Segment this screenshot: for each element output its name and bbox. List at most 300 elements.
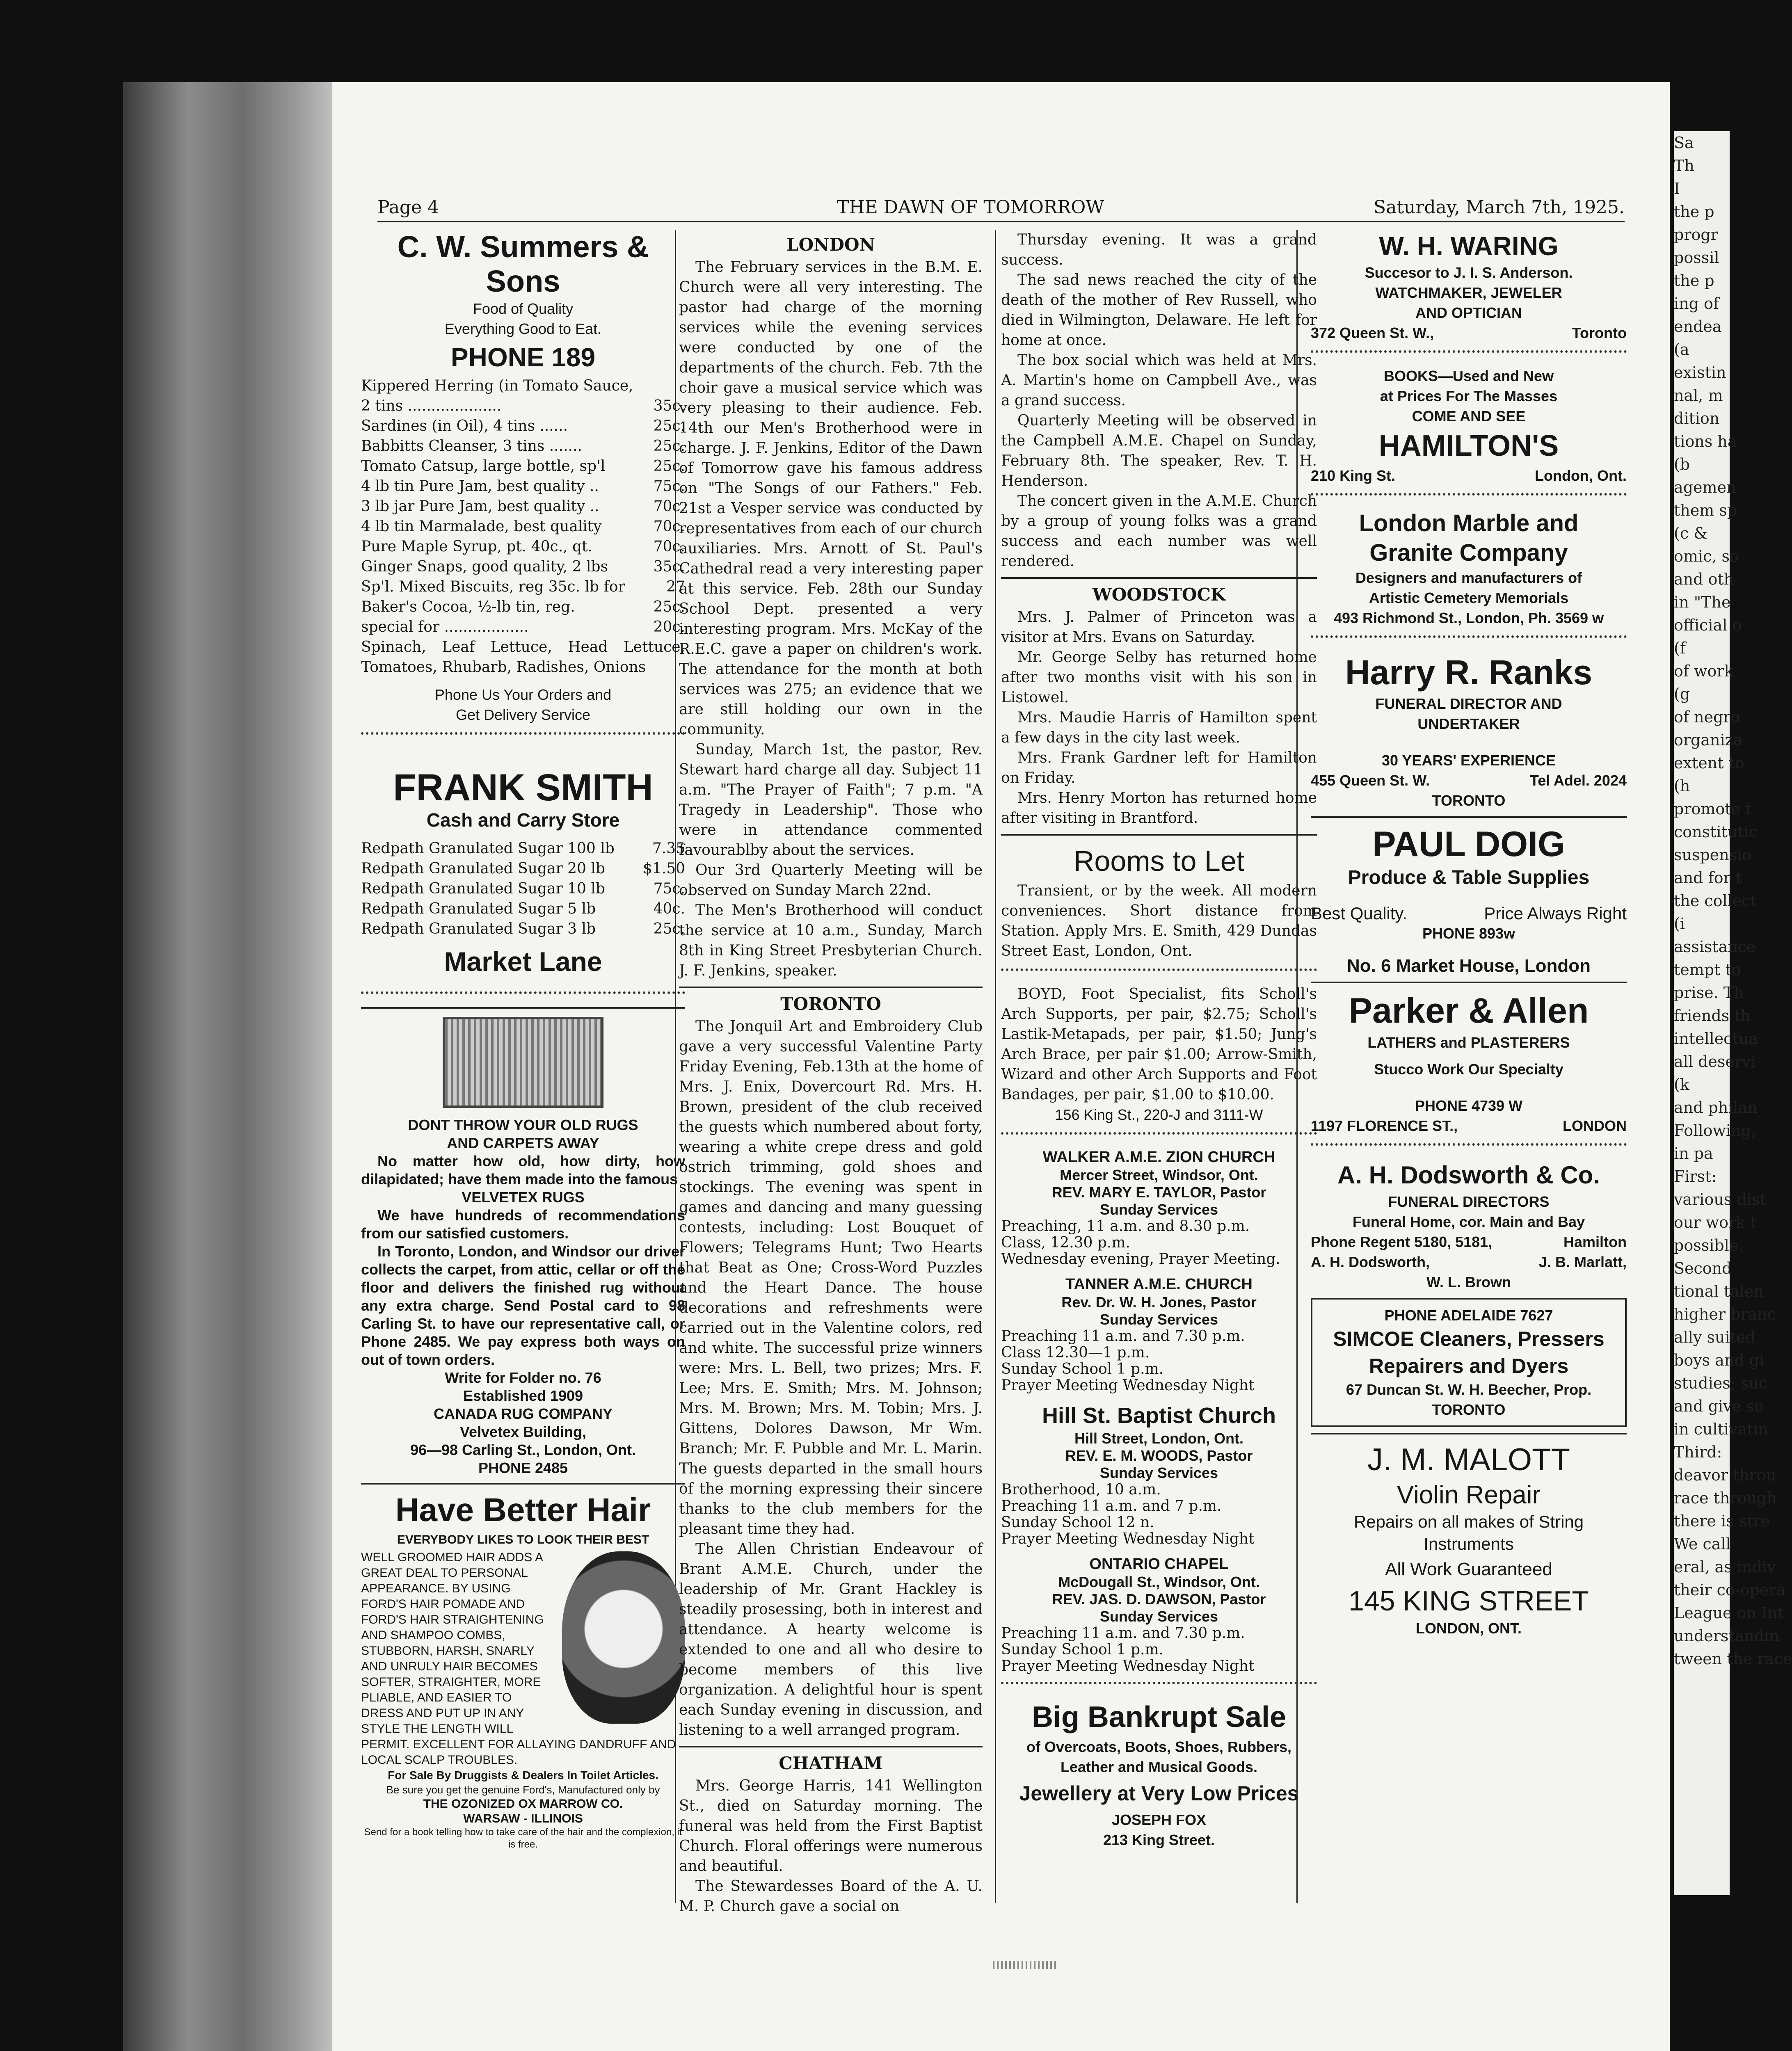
church-detail: REV. JAS. D. DAWSON, Pastor bbox=[1052, 1591, 1266, 1608]
ranks-role-2: UNDERTAKER bbox=[1417, 715, 1520, 732]
ranks-phone: Tel Adel. 2024 bbox=[1529, 772, 1627, 789]
divider bbox=[1311, 1143, 1627, 1151]
news-paragraph: Quarterly Meeting will be observed in the Campbell A.M.E. Chapel on Sunday, February 8th. The speaker, Rev. T. H. Henderson. bbox=[1001, 412, 1317, 489]
item-price: 70c. bbox=[653, 538, 685, 555]
church-detail: REV. E. M. WOODS, Pastor bbox=[1065, 1447, 1253, 1464]
text-fragment: ing of bbox=[1674, 295, 1719, 313]
item-name: Babbitts Cleanser, 3 tins ....... bbox=[361, 438, 582, 455]
text-fragment: understandin bbox=[1674, 1627, 1779, 1645]
boyd-ad: BOYD, Foot Specialist, fits Scholl's Arch Supports, per pair, $2.75; Scholl's Lastik-Metapads, per pair, $1.50; Jung's Arch Brace, per pair $1.00; Arrow-Smith, Wizard and other Arch Supports and Foot Bandages, per pair, $1.00 to $10.00. bbox=[1001, 986, 1317, 1103]
dodsworth-phone: Phone Regent 5180, 5181, bbox=[1311, 1233, 1493, 1250]
summers-tagline: Food of Quality bbox=[473, 300, 574, 317]
price-row bbox=[361, 496, 685, 516]
item-name: Redpath Granulated Sugar 5 lb bbox=[361, 900, 596, 917]
price-row bbox=[361, 617, 685, 637]
doig-price: Price Always Right bbox=[1484, 904, 1627, 923]
smith-subtitle: Cash and Carry Store bbox=[426, 809, 620, 831]
waring-line-2: WATCHMAKER, JEWELER bbox=[1375, 284, 1562, 301]
church-schedule: Prayer Meeting Wednesday Night bbox=[1001, 1530, 1255, 1547]
ranks-address: 455 Queen St. W. bbox=[1311, 772, 1430, 789]
divider bbox=[1311, 1433, 1627, 1434]
malott-subtitle: Violin Repair bbox=[1397, 1481, 1541, 1509]
price-row bbox=[361, 879, 685, 899]
malott-name: J. M. MALOTT bbox=[1367, 1442, 1570, 1477]
item-name: Redpath Granulated Sugar 3 lb bbox=[361, 920, 596, 937]
item-name: 3 lb jar Pure Jam, best quality .. bbox=[361, 498, 599, 515]
item-name: Tomato Catsup, large bottle, sp'l bbox=[361, 458, 606, 475]
ranks-city: TORONTO bbox=[1432, 792, 1506, 809]
hair-body: WELL GROOMED HAIR ADDS A GREAT DEAL TO PERSONAL APPEARANCE. BY USING FORD'S HAIR POMADE AND FORD'S HAIR STRAIGHTENING AND SHAMPOO COMBS, STUBBORN, HARSH, SNARLY AND UNRULY HAIR BECOMES SOFTER, STRAIGHTER, MORE PLIABLE, AND EASIER TO DRESS AND PUT UP IN ANY STYLE THE LENGTH WILL PERMIT. EXCELLENT FOR ALLAYING DANDRUFF AND LOCAL SCALP TROUBLES. bbox=[361, 1551, 676, 1767]
text-fragment: (k bbox=[1674, 1076, 1689, 1094]
text-fragment: the p bbox=[1674, 272, 1714, 290]
price-row bbox=[361, 516, 685, 537]
price-row bbox=[361, 436, 685, 456]
text-fragment: extent to bbox=[1674, 754, 1744, 772]
text-fragment: in cultivatin bbox=[1674, 1420, 1769, 1438]
price-row bbox=[361, 396, 685, 416]
text-fragment: dition bbox=[1674, 409, 1720, 427]
news-paragraph: Sunday, March 1st, the pastor, Rev. Stewart hard charge all day. Subject 11 a.m. "The Prayer of Faith"; 7 p.m. "A Tragedy in Leadership". Those who were in attendance commented favourablby about the services. bbox=[679, 741, 983, 859]
bankrupt-jewellery: Jewellery at Very Low Prices bbox=[1019, 1782, 1299, 1805]
book-binding bbox=[123, 82, 341, 2051]
rug-ad bbox=[361, 1017, 685, 1477]
church-directory bbox=[1001, 1148, 1317, 1674]
parker-phone: PHONE 4739 W bbox=[1415, 1097, 1523, 1114]
summers-name: C. W. Summers & Sons bbox=[397, 230, 649, 298]
woodstock-heading: WOODSTOCK bbox=[1092, 585, 1226, 605]
ranks-experience: 30 YEARS' EXPERIENCE bbox=[1381, 752, 1556, 769]
church-listing bbox=[1001, 1275, 1317, 1394]
parker-ad bbox=[1311, 989, 1627, 1136]
smith-price-list bbox=[361, 838, 685, 939]
text-fragment: promote t bbox=[1674, 800, 1752, 818]
chatham-heading: CHATHAM bbox=[779, 1753, 883, 1773]
column-4 bbox=[1311, 230, 1627, 1920]
doig-name: PAUL DOIG bbox=[1372, 825, 1565, 864]
summers-vegetables: Spinach, Leaf Lettuce, Head Lettuce, Tomatoes, Rhubarb, Radishes, Onions bbox=[361, 639, 685, 676]
waring-address: 372 Queen St. W., bbox=[1311, 324, 1434, 341]
item-name: Redpath Granulated Sugar 10 lb bbox=[361, 880, 605, 897]
rug-service: In Toronto, London, and Windsor our driver collects the carpet, from attic, cellar or off the floor and delivers the finished rug without any extra charge. Send Postal card to 98 Carling St. to have our representative call, or Phone 2485. We pay express both ways on out of town orders. bbox=[361, 1243, 685, 1368]
text-fragment: Following, bbox=[1674, 1121, 1756, 1140]
newspaper-title: THE DAWN OF TOMORROW bbox=[837, 197, 1104, 218]
doig-ad bbox=[1311, 824, 1627, 976]
church-schedule: Wednesday evening, Prayer Meeting. bbox=[1001, 1251, 1280, 1268]
doig-address: No. 6 Market House, London bbox=[1346, 956, 1591, 976]
rug-illustration bbox=[443, 1017, 603, 1108]
item-price: 25c. bbox=[653, 438, 685, 455]
hair-title: Have Better Hair bbox=[395, 1491, 651, 1528]
text-fragment: tions ha bbox=[1674, 432, 1737, 450]
text-fragment: in "The bbox=[1674, 593, 1731, 611]
rooms-title: Rooms to Let bbox=[1073, 845, 1245, 877]
news-paragraph: Mrs. J. Palmer of Princeton was a visitor at Mrs. Evans on Saturday. bbox=[1001, 609, 1317, 646]
text-fragment: and give su bbox=[1674, 1397, 1765, 1415]
divider bbox=[1001, 1682, 1317, 1690]
divider bbox=[1001, 968, 1317, 977]
rug-folder: Write for Folder no. 76 bbox=[445, 1369, 601, 1386]
text-fragment: eral, as indiv bbox=[1674, 1558, 1776, 1576]
church-schedule: Preaching 11 a.m. and 7 p.m. bbox=[1001, 1498, 1222, 1514]
hamilton-books: BOOKS—Used and New bbox=[1383, 368, 1554, 384]
text-fragment: prise. Th bbox=[1674, 984, 1744, 1002]
divider bbox=[1311, 635, 1627, 644]
woodstock-news bbox=[1001, 607, 1317, 828]
divider bbox=[1311, 816, 1627, 818]
church-detail: McDougall St., Windsor, Ont. bbox=[1058, 1574, 1260, 1590]
news-paragraph: Thursday evening. It was a grand success. bbox=[1001, 231, 1317, 268]
hair-genuine: Be sure you get the genuine Ford's, Manufactured only by bbox=[386, 1784, 660, 1796]
smith-name: FRANK SMITH bbox=[393, 767, 653, 809]
news-paragraph: Our 3rd Quarterly Meeting will be observed on Sunday March 22nd. bbox=[679, 862, 983, 899]
parker-name: Parker & Allen bbox=[1349, 991, 1589, 1030]
price-row bbox=[361, 859, 685, 879]
hamilton-city: London, Ont. bbox=[1535, 467, 1627, 484]
item-price: 70c. bbox=[653, 498, 685, 515]
summers-ad bbox=[361, 230, 685, 725]
bankrupt-title: Big Bankrupt Sale bbox=[1031, 1701, 1287, 1734]
text-fragment: progr bbox=[1674, 226, 1718, 244]
rug-headline-2: AND CARPETS AWAY bbox=[447, 1135, 599, 1151]
text-fragment: various dist bbox=[1674, 1190, 1766, 1208]
summers-phone: PHONE 189 bbox=[450, 343, 596, 372]
church-detail: Sunday Services bbox=[1099, 1311, 1218, 1328]
news-paragraph: Mr. George Selby has returned home after two months visit with his son in Listowel. bbox=[1001, 649, 1317, 706]
news-paragraph: The concert given in the A.M.E. Church by a group of young folks was a grand success and each number was well rendered. bbox=[1001, 493, 1317, 570]
waring-city: Toronto bbox=[1572, 324, 1627, 341]
text-fragment: nal, m bbox=[1674, 386, 1723, 404]
simcoe-city: TORONTO bbox=[1432, 1401, 1506, 1418]
item-name: Ginger Snaps, good quality, 2 lbs bbox=[361, 558, 608, 575]
column-3 bbox=[1001, 230, 1317, 1920]
hair-subtitle: EVERYBODY LIKES TO LOOK THEIR BEST bbox=[397, 1533, 649, 1546]
woman-portrait-illustration bbox=[562, 1551, 685, 1724]
scan-mark bbox=[993, 1961, 1058, 1969]
summers-footer-2: Get Delivery Service bbox=[455, 706, 591, 723]
church-schedule: Brotherhood, 10 a.m. bbox=[1001, 1481, 1161, 1498]
marble-name: London Marble and bbox=[1359, 510, 1579, 537]
text-fragment: friends th bbox=[1674, 1007, 1751, 1025]
summers-tagline-2: Everything Good to Eat. bbox=[444, 320, 602, 337]
text-fragment: them sp bbox=[1674, 501, 1737, 519]
text-fragment: and for t bbox=[1674, 869, 1742, 887]
text-fragment: (h bbox=[1674, 777, 1690, 795]
ranks-name: Harry R. Ranks bbox=[1345, 653, 1593, 692]
summers-price-list bbox=[361, 376, 685, 637]
rug-recommendations: We have hundreds of recommendations from our satisfied customers. bbox=[361, 1207, 685, 1242]
news-paragraph: The box social which was held at Mrs. A. Martin's home on Campbell Ave., was a grand success. bbox=[1001, 352, 1317, 409]
dodsworth-role: FUNERAL DIRECTORS bbox=[1388, 1193, 1550, 1210]
rug-company: CANADA RUG COMPANY bbox=[434, 1405, 613, 1422]
item-price: 25c. bbox=[653, 458, 685, 475]
boyd-address: 156 King St., 220-J and 3111-W bbox=[1055, 1106, 1263, 1123]
news-paragraph: Mrs. Maudie Harris of Hamilton spent a few days in the city last week. bbox=[1001, 709, 1317, 746]
divider bbox=[1311, 493, 1627, 501]
adjacent-page-fragment bbox=[1674, 131, 1792, 1895]
text-fragment: organiza bbox=[1674, 731, 1743, 749]
divider bbox=[1311, 350, 1627, 359]
item-name: 4 lb tin Marmalade, best quality bbox=[361, 518, 602, 535]
malott-guarantee: All Work Guaranteed bbox=[1385, 1559, 1552, 1579]
text-fragment: (g bbox=[1674, 685, 1690, 703]
divider bbox=[361, 1483, 685, 1485]
doig-phone: PHONE 893w bbox=[1422, 925, 1515, 942]
text-fragment: possil bbox=[1674, 249, 1719, 267]
text-fragment: of negro bbox=[1674, 708, 1740, 726]
hair-ad bbox=[361, 1490, 685, 1851]
news-paragraph: Mrs. Frank Gardner left for Hamilton on Friday. bbox=[1001, 749, 1317, 786]
divider bbox=[361, 1007, 685, 1009]
text-fragment: We call bbox=[1674, 1535, 1731, 1553]
hamilton-ad bbox=[1311, 366, 1627, 486]
masthead-rule bbox=[377, 221, 1625, 222]
marble-address: 493 Richmond St., London, Ph. 3569 w bbox=[1333, 610, 1604, 626]
malott-repairs: Repairs on all makes of String bbox=[1353, 1512, 1584, 1531]
church-name: ONTARIO CHAPEL bbox=[1089, 1555, 1229, 1573]
parker-city: LONDON bbox=[1563, 1117, 1627, 1134]
text-fragment: Third: bbox=[1674, 1443, 1722, 1461]
news-paragraph: Mrs. Henry Morton has returned home after visiting in Brantford. bbox=[1001, 790, 1317, 827]
text-fragment: studies; suc bbox=[1674, 1374, 1767, 1392]
divider bbox=[1001, 1132, 1317, 1140]
church-detail: REV. MARY E. TAYLOR, Pastor bbox=[1051, 1184, 1266, 1201]
text-fragment: and philan bbox=[1674, 1099, 1758, 1117]
hair-sale: For Sale By Druggists & Dealers In Toilet Articles. bbox=[388, 1769, 658, 1781]
church-listing bbox=[1001, 1401, 1317, 1547]
dodsworth-partner-3: W. L. Brown bbox=[1426, 1274, 1511, 1290]
rug-address: 96—98 Carling St., London, Ont. bbox=[410, 1441, 636, 1458]
divider bbox=[361, 991, 685, 1000]
item-price: 35c. bbox=[653, 397, 685, 414]
price-row bbox=[361, 899, 685, 919]
church-name: Hill St. Baptist Church bbox=[1042, 1403, 1276, 1428]
church-schedule: Sunday School 1 p.m. bbox=[1001, 1361, 1164, 1377]
text-fragment: Sa bbox=[1674, 134, 1694, 152]
marble-name-2: Granite Company bbox=[1369, 539, 1568, 566]
church-schedule: Class 12.30—1 p.m. bbox=[1001, 1344, 1150, 1361]
doig-subtitle: Produce & Table Supplies bbox=[1348, 867, 1590, 888]
item-name: Baker's Cocoa, ½-lb tin, reg. bbox=[361, 598, 575, 615]
news-paragraph: The February services in the B.M. E. Church were all very interesting. The pastor had charge of the morning services while the evening services were conducted by one of the departments of the church. Feb. 7th the choir gave a musical service which was very pleasing to their audience. Feb. 14th our Men's Brotherhood were in charge. J. F. Jenkins, Editor of the Dawn of Tomorrow gave his famous address on "The Songs of our Fathers." Feb. 21st a Vesper service was conducted by representatives from each of our church auxiliaries. Mrs. Arnott of St. Paul's Cathedral read a very interesting paper at this service. Feb. 28th our Sunday School Dept. presented a very interesting program. Mrs. McKay of the R.E.C. gave a paper on children's work. The attendance for the month at both services was 275; an evidence that we are still holding our own in the community. bbox=[679, 259, 983, 738]
news-paragraph: The Stewardesses Board of the A. U. M. P. Church gave a social on bbox=[679, 1878, 983, 1915]
bankrupt-line-2: Leather and Musical Goods. bbox=[1060, 1759, 1258, 1775]
item-price: 70c. bbox=[653, 518, 685, 535]
text-fragment: the collect bbox=[1674, 892, 1757, 910]
text-fragment: and oth bbox=[1674, 570, 1734, 588]
toronto-heading: TORONTO bbox=[780, 994, 881, 1014]
item-price: 27 bbox=[666, 578, 685, 595]
simcoe-name: SIMCOE Cleaners, Pressers bbox=[1333, 1327, 1605, 1350]
simcoe-ad bbox=[1311, 1298, 1627, 1427]
dodsworth-name: A. H. Dodsworth & Co. bbox=[1337, 1161, 1600, 1189]
divider bbox=[679, 1746, 983, 1747]
malott-address: 145 KING STREET bbox=[1349, 1585, 1589, 1617]
hair-booklet: Send for a book telling how to take care of the hair and the complexion, it is free. bbox=[364, 1827, 682, 1850]
dodsworth-partner-2: J. B. Marlatt, bbox=[1538, 1254, 1627, 1270]
church-schedule: Class, 12.30 p.m. bbox=[1001, 1234, 1130, 1251]
hamilton-prices: at Prices For The Masses bbox=[1380, 388, 1558, 404]
church-name: TANNER A.M.E. CHURCH bbox=[1065, 1276, 1253, 1293]
divider bbox=[1001, 834, 1317, 836]
church-schedule: Preaching, 11 a.m. and 8.30 p.m. bbox=[1001, 1218, 1250, 1235]
column-2 bbox=[679, 230, 983, 1920]
text-fragment: race through bbox=[1674, 1489, 1777, 1507]
waring-line-3: AND OPTICIAN bbox=[1415, 304, 1522, 321]
text-fragment: assistance bbox=[1674, 938, 1756, 956]
text-fragment: League on Int bbox=[1674, 1604, 1784, 1622]
item-price: 40c. bbox=[653, 900, 685, 917]
simcoe-phone: PHONE ADELAIDE 7627 bbox=[1384, 1307, 1553, 1324]
item-price: 25c. bbox=[653, 598, 685, 615]
dodsworth-city: Hamilton bbox=[1563, 1233, 1627, 1250]
toronto-news bbox=[679, 1016, 983, 1740]
hair-company: THE OZONIZED OX MARROW CO. bbox=[423, 1797, 623, 1811]
rug-brand: VELVETEX RUGS bbox=[462, 1189, 585, 1206]
price-row bbox=[361, 456, 685, 476]
church-schedule: Sunday School 12 n. bbox=[1001, 1514, 1154, 1531]
hamilton-name: HAMILTON'S bbox=[1378, 429, 1559, 462]
text-fragment: tween the race bbox=[1674, 1650, 1792, 1668]
price-row bbox=[361, 557, 685, 577]
ranks-ad bbox=[1311, 651, 1627, 811]
church-name: WALKER A.M.E. ZION CHURCH bbox=[1042, 1149, 1275, 1166]
rug-headline: DONT THROW YOUR OLD RUGS bbox=[408, 1117, 638, 1133]
simcoe-name-2: Repairers and Dyers bbox=[1369, 1354, 1569, 1377]
item-price: 75c. bbox=[653, 880, 685, 897]
price-row bbox=[361, 838, 685, 859]
news-paragraph: The sad news reached the city of the death of the mother of Rev Russell, who died in Wilmington, Delaware. He left for home at once. bbox=[1001, 272, 1317, 349]
text-fragment: (a bbox=[1674, 340, 1689, 359]
smith-ad bbox=[361, 765, 685, 984]
text-fragment: Th bbox=[1674, 157, 1694, 175]
church-detail: Sunday Services bbox=[1099, 1464, 1218, 1481]
text-fragment: omic, so bbox=[1674, 547, 1739, 565]
item-name: Sp'l. Mixed Biscuits, reg 35c. lb for bbox=[361, 578, 625, 595]
item-price: 7.35 bbox=[652, 840, 685, 857]
text-fragment: higher branc bbox=[1674, 1305, 1776, 1323]
text-fragment: in pa bbox=[1674, 1144, 1713, 1163]
hamilton-come: COME AND SEE bbox=[1412, 408, 1526, 425]
church-detail: Sunday Services bbox=[1099, 1201, 1218, 1218]
church-detail: Sunday Services bbox=[1099, 1608, 1218, 1625]
item-price: 20c. bbox=[653, 619, 685, 635]
rug-established: Established 1909 bbox=[463, 1387, 583, 1404]
item-price: 75c. bbox=[653, 478, 685, 495]
item-name: Pure Maple Syrup, pt. 40c., qt. bbox=[361, 538, 592, 555]
waring-name: W. H. WARING bbox=[1379, 231, 1559, 261]
masthead bbox=[377, 197, 1625, 222]
church-detail: Mercer Street, Windsor, Ont. bbox=[1060, 1167, 1258, 1183]
church-listing bbox=[1001, 1555, 1317, 1674]
london-heading: LONDON bbox=[786, 235, 875, 255]
marble-ad bbox=[1311, 509, 1627, 628]
text-fragment: suspensio bbox=[1674, 846, 1752, 864]
rug-phone: PHONE 2485 bbox=[478, 1459, 568, 1476]
summers-footer: Phone Us Your Orders and bbox=[434, 686, 612, 703]
bankrupt-owner: JOSEPH FOX bbox=[1111, 1811, 1207, 1828]
price-row bbox=[361, 476, 685, 496]
church-schedule: Prayer Meeting Wednesday Night bbox=[1001, 1377, 1255, 1394]
item-name: 2 tins .................... bbox=[361, 397, 502, 414]
item-name: Redpath Granulated Sugar 20 lb bbox=[361, 860, 605, 877]
news-paragraph: The Allen Christian Endeavour of Brant A.M.E. Church, under the leadership of Mr. Grant Hackley is steadily prosessing, both in interest and attendance. A hearty welcome is extended to one and all who desire to become members of this live organization. A delightful hour is spent each Sunday evening in discussion, and listening to a well arranged program. bbox=[679, 1541, 983, 1738]
parker-trade: LATHERS and PLASTERERS bbox=[1367, 1034, 1570, 1051]
item-price: 35c. bbox=[653, 558, 685, 575]
price-row bbox=[361, 537, 685, 557]
dodsworth-home: Funeral Home, cor. Main and Bay bbox=[1352, 1213, 1585, 1230]
text-fragment: the p bbox=[1674, 203, 1714, 221]
church-schedule: Preaching 11 a.m. and 7.30 p.m. bbox=[1001, 1328, 1245, 1345]
text-fragment: official o bbox=[1674, 616, 1742, 634]
parker-address: 1197 FLORENCE ST., bbox=[1311, 1117, 1458, 1134]
church-schedule: Preaching 11 a.m. and 7.30 p.m. bbox=[1001, 1625, 1245, 1642]
church-schedule: Prayer Meeting Wednesday Night bbox=[1001, 1658, 1255, 1674]
text-fragment: boys and gi bbox=[1674, 1351, 1765, 1369]
divider bbox=[361, 732, 685, 740]
column-rule bbox=[995, 230, 996, 1903]
bankrupt-line: of Overcoats, Boots, Shoes, Rubbers, bbox=[1026, 1738, 1292, 1755]
text-fragment: tional talen bbox=[1674, 1282, 1764, 1300]
text-fragment: constitutic bbox=[1674, 823, 1758, 841]
london-news bbox=[679, 257, 983, 981]
text-fragment: (i bbox=[1674, 915, 1685, 933]
text-fragment: (f bbox=[1674, 639, 1686, 657]
issue-date: Saturday, March 7th, 1925. bbox=[1373, 197, 1625, 218]
text-fragment: (b bbox=[1674, 455, 1690, 473]
hamilton-address: 210 King St. bbox=[1311, 467, 1396, 484]
chatham-news bbox=[679, 1776, 983, 1916]
item-name: Kippered Herring (in Tomato Sauce, bbox=[361, 377, 633, 394]
divider bbox=[679, 987, 983, 988]
doig-quality: Best Quality. bbox=[1311, 904, 1407, 923]
price-row bbox=[361, 919, 685, 939]
text-fragment: of work bbox=[1674, 662, 1734, 680]
continued-news bbox=[1001, 230, 1317, 571]
dodsworth-ad bbox=[1311, 1159, 1627, 1292]
church-detail: Hill Street, London, Ont. bbox=[1074, 1430, 1243, 1447]
waring-line: Succesor to J. I. S. Anderson. bbox=[1365, 264, 1573, 281]
news-paragraph: Mrs. George Harris, 141 Wellington St., died on Saturday morning. The funeral was held from the First Baptist Church. Floral offerings were numerous and beautiful. bbox=[679, 1777, 983, 1875]
divider bbox=[1311, 982, 1627, 983]
item-name: special for .................. bbox=[361, 619, 529, 635]
item-price: 25c. bbox=[653, 920, 685, 937]
marble-designers: Designers and manufacturers of bbox=[1355, 569, 1582, 586]
news-paragraph: The Jonquil Art and Embroidery Club gave a very successful Valentine Party Friday Evening, Feb.13th at the home of Mrs. J. Enix, Dovercourt Rd. Mrs. H. Brown, president of the club received the guests which numbered about forty, wearing a white crepe dress and gold ostrich trimming, gold shoes and stockings. The evening was spent in games and dancing and many guessing contests, including: Lost Bouquet of Flowers; Telegrams Hunt; Two Hearts that Beat as One; Cross-Word Puzzles and the Heart Dance. The house decorations and refreshments were carried out in the Valentine colors, red and white. The successful prize winners were: Mrs. L. Bell, two prizes; Mrs. F. Lee; Mrs. E. Smith; Mrs. M. Johnson; Mrs. M. Brown; Mrs. M. Tobin; Mrs. J. Gittens, Dolores Dawson, Mr Wm. Branch; Mr. F. Pubble and Mr. L. Marin. The guests departed in the small hours of the morning expressing their sincere thanks to the club members for the pleasant time they had. bbox=[679, 1018, 983, 1537]
item-name: 4 lb tin Pure Jam, best quality .. bbox=[361, 478, 599, 495]
text-fragment: I bbox=[1674, 180, 1680, 198]
text-fragment: all deservi bbox=[1674, 1053, 1756, 1071]
item-price: $1.50 bbox=[642, 860, 685, 877]
malott-ad bbox=[1311, 1440, 1627, 1638]
price-row bbox=[361, 597, 685, 617]
text-fragment: First: bbox=[1674, 1167, 1717, 1185]
text-fragment: (c & bbox=[1674, 524, 1708, 542]
item-name: Sardines (in Oil), 4 tins ...... bbox=[361, 418, 568, 434]
malott-instruments: Instruments bbox=[1424, 1534, 1514, 1553]
rooms-body: Transient, or by the week. All modern conveniences. Short distance from Station. Apply Mrs. E. Smith, 429 Dundas Street East, London, Ont. bbox=[1001, 882, 1317, 959]
church-schedule: Sunday School 1 p.m. bbox=[1001, 1641, 1164, 1658]
text-fragment: deavor throu bbox=[1674, 1466, 1776, 1484]
parker-specialty: Stucco Work Our Specialty bbox=[1374, 1061, 1563, 1078]
text-fragment: their co-opera bbox=[1674, 1581, 1786, 1599]
text-fragment: intellectua bbox=[1674, 1030, 1758, 1048]
text-fragment: existin bbox=[1674, 363, 1726, 381]
divider bbox=[1001, 577, 1317, 579]
simcoe-address: 67 Duncan St. W. H. Beecher, Prop. bbox=[1346, 1381, 1592, 1398]
item-price: 25c. bbox=[653, 418, 685, 434]
text-fragment: ally suited bbox=[1674, 1328, 1755, 1346]
price-row bbox=[361, 376, 685, 396]
